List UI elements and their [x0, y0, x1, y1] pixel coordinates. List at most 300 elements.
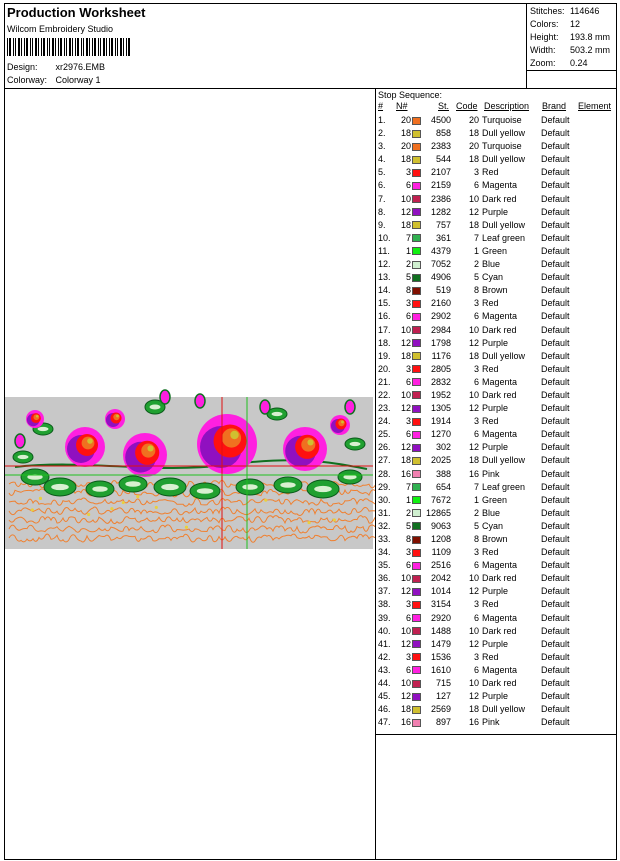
stop-number: 24.: [378, 416, 391, 427]
col-element: Element: [578, 101, 612, 111]
color-code: 3: [473, 416, 479, 427]
color-description: Dull yellow: [482, 219, 526, 230]
color-code: 6: [473, 612, 479, 623]
needle-number: 3: [405, 298, 411, 309]
color-swatch: [412, 247, 421, 255]
color-description: Magenta: [482, 429, 518, 440]
stop-number: 1.: [378, 115, 386, 125]
stop-sequence-list: [378, 114, 617, 729]
color-swatch: [412, 653, 421, 661]
colorway-row: [7, 75, 101, 85]
needle-number: 6: [405, 311, 411, 322]
color-description: Purple: [482, 206, 509, 217]
color-swatch: [412, 627, 421, 635]
stop-sequence-title: Stop Sequence:: [378, 90, 443, 100]
stitch-count: 544: [435, 154, 451, 165]
thread-brand: Default: [541, 193, 570, 204]
needle-number: 18: [400, 219, 411, 230]
thread-brand: Default: [541, 285, 570, 296]
stop-number: 13.: [378, 272, 391, 283]
thread-brand: Default: [541, 455, 570, 466]
color-swatch: [412, 418, 421, 426]
colorway-value: Colorway 1: [55, 75, 101, 85]
rose-bud: [160, 390, 170, 404]
design-label: Design:: [7, 62, 38, 72]
stitch-count: 1798: [430, 337, 451, 348]
page-title: Production Worksheet: [7, 5, 146, 20]
needle-number: 18: [400, 350, 411, 361]
stitch-count: 519: [435, 285, 451, 296]
thread-brand: Default: [541, 573, 570, 584]
stitch-count: 2984: [430, 324, 451, 335]
needle-number: 1: [405, 245, 411, 256]
color-swatch: [412, 130, 421, 138]
stop-number: 9.: [378, 219, 386, 230]
stitch-count: 2159: [430, 180, 451, 191]
color-description: Magenta: [482, 180, 518, 191]
leaf-highlight: [161, 484, 179, 490]
needle-number: 3: [405, 416, 411, 427]
stitch-count: 757: [435, 219, 451, 230]
color-description: Red: [482, 167, 499, 178]
needle-number: 10: [400, 324, 411, 335]
rose-center: [338, 420, 344, 426]
color-code: 18: [468, 455, 479, 466]
table-row: [378, 612, 617, 625]
color-swatch: [412, 575, 421, 583]
stitch-count: 715: [435, 678, 451, 689]
stop-number: 7.: [378, 193, 386, 204]
thread-brand: Default: [541, 416, 570, 427]
color-swatch: [412, 496, 421, 504]
color-code: 6: [473, 429, 479, 440]
needle-number: 6: [405, 180, 411, 191]
stop-number: 44.: [378, 678, 391, 689]
color-code: 18: [468, 219, 479, 230]
color-swatch: [412, 169, 421, 177]
barcode-bar: [43, 38, 45, 56]
barcode-bar: [52, 38, 54, 56]
thread-brand: Default: [541, 704, 570, 715]
leaf-highlight: [150, 405, 161, 410]
color-description: Dark red: [482, 324, 517, 335]
table-row: [378, 468, 617, 481]
lace-dot: [155, 506, 158, 509]
barcode-bar: [38, 38, 39, 56]
color-code: 3: [473, 599, 479, 610]
color-description: Dark red: [482, 193, 517, 204]
rose-highlight: [147, 445, 153, 451]
col-stitches: St.: [438, 101, 450, 111]
color-description: Purple: [482, 691, 509, 702]
table-row: [378, 716, 617, 729]
stitch-count: 1914: [430, 416, 451, 427]
stitch-count: 2516: [430, 560, 451, 571]
stop-number: 29.: [378, 481, 391, 492]
table-row: [378, 546, 617, 559]
lace-dot: [307, 521, 310, 524]
color-description: Purple: [482, 337, 509, 348]
rose-center: [33, 414, 39, 420]
thread-brand: Default: [541, 324, 570, 335]
stat-value: 114646: [570, 6, 600, 16]
color-description: Dull yellow: [482, 704, 526, 715]
stop-number: 43.: [378, 664, 391, 675]
stop-number: 23.: [378, 403, 391, 414]
barcode-bar: [111, 38, 113, 56]
color-swatch: [412, 339, 421, 347]
color-swatch: [412, 601, 421, 609]
needle-number: 3: [405, 363, 411, 374]
table-row: [378, 219, 617, 232]
color-description: Red: [482, 298, 499, 309]
color-description: Purple: [482, 638, 509, 649]
barcode-bar: [55, 38, 56, 56]
color-description: Green: [482, 494, 508, 505]
barcode-bar: [60, 38, 62, 56]
stop-number: 38.: [378, 599, 391, 610]
thread-brand: Default: [541, 507, 570, 518]
leaf-highlight: [280, 482, 295, 488]
thread-brand: Default: [541, 638, 570, 649]
design-info: [5, 4, 526, 88]
stop-number: 25.: [378, 429, 391, 440]
stat-width: [530, 45, 610, 57]
color-description: Red: [482, 547, 499, 558]
stop-number: 8.: [378, 206, 386, 217]
stat-label: Zoom:: [530, 58, 556, 68]
needle-number: 6: [405, 429, 411, 440]
needle-number: 12: [400, 337, 411, 348]
leaf-highlight: [272, 412, 283, 416]
table-row: [378, 166, 617, 179]
table-row: [378, 258, 617, 271]
stitch-count: 9063: [430, 520, 451, 531]
needle-number: 12: [400, 638, 411, 649]
thread-brand: Default: [541, 259, 570, 270]
stop-number: 39.: [378, 612, 391, 623]
stop-number: 40.: [378, 625, 391, 636]
table-row: [378, 598, 617, 611]
table-row: [378, 179, 617, 192]
barcode-bar: [69, 38, 71, 56]
color-description: Purple: [482, 403, 509, 414]
color-swatch: [412, 444, 421, 452]
stop-number: 10.: [378, 232, 391, 243]
barcode-bar: [120, 38, 122, 56]
color-code: 3: [473, 363, 479, 374]
rose-bud: [195, 394, 205, 408]
stop-number: 45.: [378, 691, 391, 702]
color-swatch: [412, 431, 421, 439]
color-description: Purple: [482, 442, 509, 453]
barcode-bar: [21, 38, 22, 56]
panel-divider: [376, 734, 617, 735]
thread-brand: Default: [541, 363, 570, 374]
color-description: Blue: [482, 259, 501, 270]
stitch-count: 2920: [430, 612, 451, 623]
rose-center: [82, 437, 95, 450]
color-code: 18: [468, 704, 479, 715]
stop-sequence-panel: [375, 89, 617, 859]
table-row: [378, 651, 617, 664]
needle-number: 3: [405, 599, 411, 610]
color-code: 6: [473, 560, 479, 571]
stop-number: 18.: [378, 337, 391, 348]
color-swatch: [412, 365, 421, 373]
thread-brand: Default: [541, 547, 570, 558]
stat-height: [530, 32, 610, 44]
barcode-bar: [128, 38, 130, 56]
color-description: Dull yellow: [482, 154, 526, 165]
needle-number: 16: [400, 717, 411, 728]
barcode-bar: [15, 38, 16, 56]
color-code: 5: [473, 520, 479, 531]
stitch-count: 4500: [430, 115, 451, 125]
thread-brand: Default: [541, 625, 570, 636]
table-row: [378, 428, 617, 441]
color-swatch: [412, 470, 421, 478]
stat-label: Stitches:: [530, 6, 565, 16]
color-description: Dark red: [482, 625, 517, 636]
color-description: Dull yellow: [482, 455, 526, 466]
thread-brand: Default: [541, 350, 570, 361]
barcode-bar: [30, 38, 31, 56]
color-swatch: [412, 562, 421, 570]
col-code: Code: [456, 101, 478, 111]
thread-brand: Default: [541, 678, 570, 689]
stop-number: 35.: [378, 560, 391, 571]
table-row: [378, 140, 617, 153]
needle-number: 12: [400, 403, 411, 414]
stitch-count: 2832: [430, 376, 451, 387]
stat-label: Colors:: [530, 19, 559, 29]
color-description: Green: [482, 245, 508, 256]
rose-highlight: [87, 438, 93, 444]
color-code: 6: [473, 664, 479, 675]
barcode-bar: [18, 38, 20, 56]
color-code: 8: [473, 534, 479, 544]
barcode-bar: [13, 38, 14, 56]
stitch-count: 1610: [430, 664, 451, 675]
barcode-bar: [126, 38, 127, 56]
barcode-bar: [123, 38, 124, 56]
table-row: [378, 232, 617, 245]
needle-number: 16: [400, 468, 411, 479]
rose-center: [301, 438, 315, 452]
needle-number: 3: [405, 651, 411, 662]
stop-number: 12.: [378, 259, 391, 270]
color-swatch: [412, 117, 421, 125]
stop-number: 6.: [378, 180, 386, 191]
color-description: Leaf green: [482, 481, 526, 492]
color-code: 10: [468, 193, 479, 204]
color-description: Magenta: [482, 664, 518, 675]
stop-number: 28.: [378, 468, 391, 479]
color-code: 18: [468, 350, 479, 361]
color-code: 3: [473, 167, 479, 178]
table-row: [378, 703, 617, 716]
barcode-bar: [92, 38, 93, 56]
colorway-label: Colorway:: [7, 75, 48, 85]
stop-number: 2.: [378, 128, 386, 139]
leaf-highlight: [197, 488, 214, 494]
needle-number: 10: [400, 573, 411, 584]
color-code: 12: [468, 337, 479, 348]
color-code: 6: [473, 376, 479, 387]
stat-value: 0.24: [570, 58, 588, 68]
lace-dot: [122, 501, 125, 504]
color-code: 6: [473, 311, 479, 322]
needle-number: 20: [400, 141, 411, 152]
stop-number: 33.: [378, 534, 391, 544]
thread-brand: Default: [541, 612, 570, 623]
barcode-bar: [49, 38, 50, 56]
color-code: 18: [468, 154, 479, 165]
needle-number: 12: [400, 691, 411, 702]
needle-number: 6: [405, 664, 411, 675]
stop-number: 47.: [378, 717, 391, 728]
color-swatch: [412, 706, 421, 714]
leaf-highlight: [18, 455, 29, 459]
thread-brand: Default: [541, 651, 570, 662]
rose-bud: [15, 434, 25, 448]
stitch-count: 2902: [430, 311, 451, 322]
stop-number: 14.: [378, 285, 391, 296]
color-description: Cyan: [482, 272, 504, 283]
color-description: Red: [482, 599, 499, 610]
color-description: Pink: [482, 717, 500, 728]
color-description: Dull yellow: [482, 128, 526, 139]
color-swatch: [412, 182, 421, 190]
color-swatch: [412, 640, 421, 648]
barcode-bar: [32, 38, 33, 56]
table-row: [378, 415, 617, 428]
color-code: 20: [468, 141, 479, 152]
thread-brand: Default: [541, 429, 570, 440]
color-swatch: [412, 509, 421, 517]
color-swatch: [412, 274, 421, 282]
thread-brand: Default: [541, 599, 570, 610]
color-code: 18: [468, 128, 479, 139]
stitch-count: 1109: [431, 547, 451, 558]
barcode-bar: [72, 38, 73, 56]
table-row: [378, 114, 617, 127]
color-description: Purple: [482, 586, 509, 597]
barcode-bar: [103, 38, 105, 56]
table-row: [378, 245, 617, 258]
color-code: 10: [468, 389, 479, 400]
stitch-count: 1176: [431, 350, 451, 361]
thread-brand: Default: [541, 691, 570, 702]
thread-brand: Default: [541, 494, 570, 505]
color-code: 2: [473, 507, 479, 518]
stop-number: 27.: [378, 455, 391, 466]
stitch-count: 1305: [430, 403, 451, 414]
leaf-highlight: [125, 481, 140, 487]
thread-brand: Default: [541, 219, 570, 230]
stop-number: 5.: [378, 167, 386, 178]
color-swatch: [412, 680, 421, 688]
barcode-bar: [117, 38, 118, 56]
table-row: [378, 481, 617, 494]
needle-number: 5: [405, 272, 411, 283]
stop-number: 20.: [378, 363, 391, 374]
color-description: Magenta: [482, 560, 518, 571]
lace-dot: [136, 495, 139, 498]
color-code: 7: [473, 481, 479, 492]
color-swatch: [412, 549, 421, 557]
needle-number: 2: [405, 259, 411, 270]
color-code: 10: [468, 625, 479, 636]
color-swatch: [412, 483, 421, 491]
color-code: 12: [468, 206, 479, 217]
barcode-bar: [83, 38, 84, 56]
table-row: [378, 494, 617, 507]
color-swatch: [412, 313, 421, 321]
barcode-icon: [7, 38, 131, 56]
thread-brand: Default: [541, 337, 570, 348]
thread-brand: Default: [541, 167, 570, 178]
table-row: [378, 193, 617, 206]
table-row: [378, 664, 617, 677]
color-code: 12: [468, 691, 479, 702]
lace-dot: [31, 508, 34, 511]
rose-highlight: [230, 431, 238, 439]
stat-label: Height:: [530, 32, 559, 42]
stitch-count: 361: [435, 232, 451, 243]
lace-dot: [110, 507, 113, 510]
table-row: [378, 441, 617, 454]
stitch-count: 3154: [430, 599, 451, 610]
thread-brand: Default: [541, 468, 570, 479]
stat-label: Width:: [530, 45, 556, 55]
rose-bud: [345, 400, 355, 414]
stitch-count: 302: [435, 442, 451, 453]
needle-number: 8: [405, 285, 411, 296]
leaf-highlight: [314, 486, 332, 492]
barcode-bar: [7, 38, 8, 56]
table-row: [378, 533, 617, 546]
barcode-bar: [86, 38, 88, 56]
stop-number: 22.: [378, 389, 391, 400]
table-row: [378, 310, 617, 323]
thread-brand: Default: [541, 534, 570, 544]
thread-brand: Default: [541, 442, 570, 453]
table-row: [378, 337, 617, 350]
barcode-bar: [66, 38, 67, 56]
stop-number: 34.: [378, 547, 391, 558]
table-row: [378, 402, 617, 415]
thread-brand: Default: [541, 376, 570, 387]
stitch-count: 2805: [430, 363, 451, 374]
design-stats: [526, 4, 617, 88]
design-preview-area: [5, 89, 375, 859]
table-row: [378, 559, 617, 572]
color-description: Blue: [482, 507, 501, 518]
stitch-count: 1536: [430, 651, 451, 662]
table-row: [378, 271, 617, 284]
rose-highlight: [307, 439, 313, 445]
table-row: [378, 677, 617, 690]
stop-number: 37.: [378, 586, 391, 597]
col-description: Description: [484, 101, 530, 111]
table-row: [378, 454, 617, 467]
stitch-count: 12865: [425, 507, 451, 518]
stitch-count: 2160: [430, 298, 451, 309]
color-swatch: [412, 405, 421, 413]
table-row: [378, 363, 617, 376]
